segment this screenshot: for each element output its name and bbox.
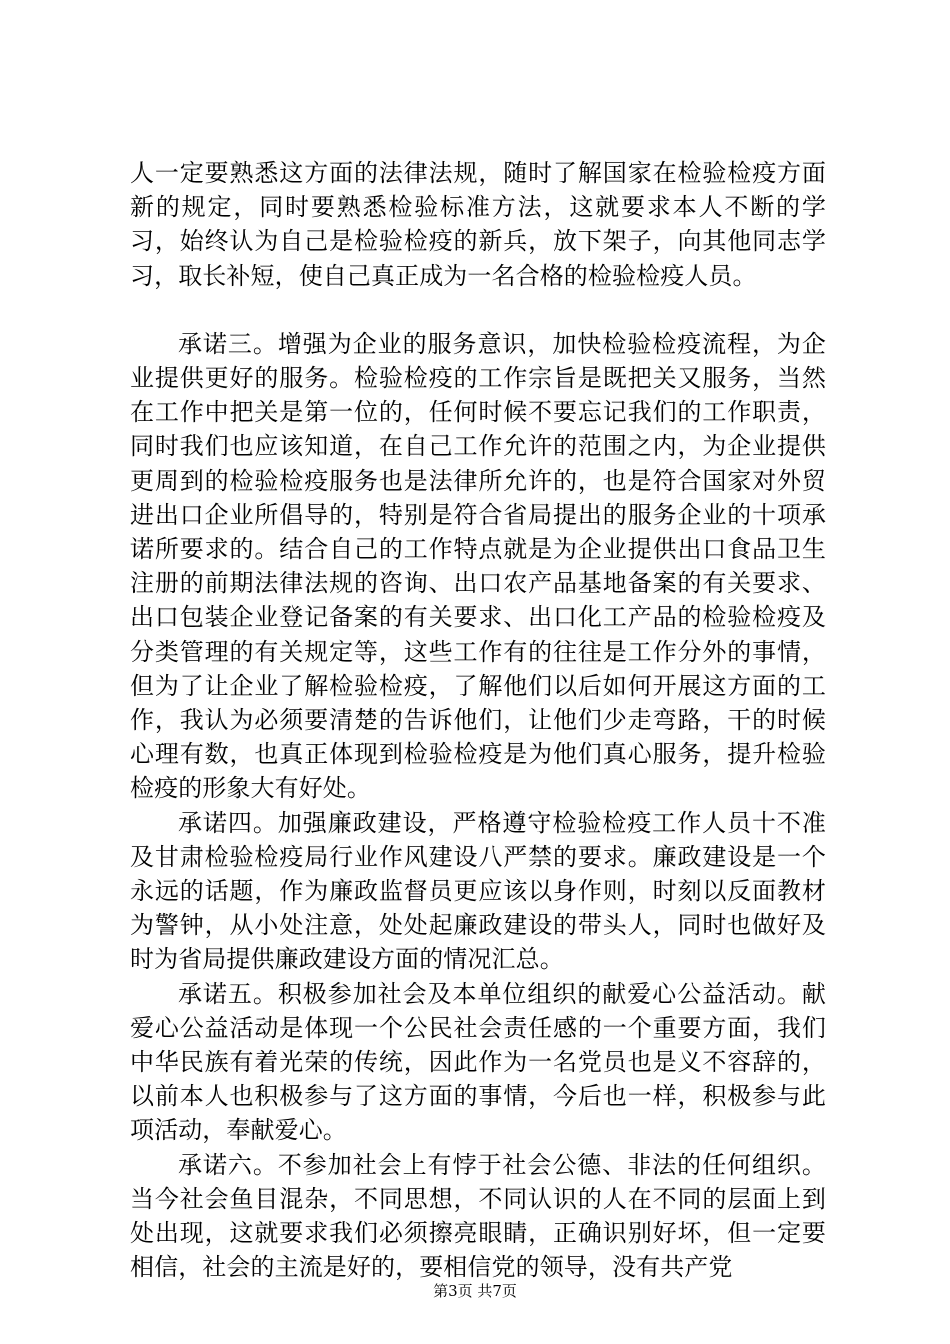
document-body bbox=[130, 156, 826, 1285]
paragraph-commitment-five: 承诺五。积极参加社会及本单位组织的献爱心公益活动。献爱心公益活动是体现一个公民社会责任感的一个重要方面，我们中华民族有着光荣的传统，因此作为一名党员也是义不容辞的，以前本人也积极参与了这方面的事情，今后也一样，积极参与此项活动，奉献爱心。 bbox=[130, 979, 826, 1145]
paragraph-commitment-three: 承诺三。增强为企业的服务意识，加快检验检疫流程，为企业提供更好的服务。检验检疫的工作宗旨是既把关又服务，当然在工作中把关是第一位的，任何时候不要忘记我们的工作职责，同时我们也应该知道，在自己工作允许的范围之内，为企业提供更周到的检验检疫服务也是法律所允许的，也是符合国家对外贸进出口企业所倡导的，特别是符合省局提出的服务企业的十项承诺所要求的。结合自己的工作特点就是为企业提供出口食品卫生注册的前期法律法规的咨询、出口农产品基地备案的有关要求、出口包装企业登记备案的有关要求、出口化工产品的检验检疫及分类管理的有关规定等，这些工作有的往往是工作分外的事情，但为了让企业了解检验检疫，了解他们以后如何开展这方面的工作，我认为必须要清楚的告诉他们，让他们少走弯路，干的时候心理有数，也真正体现到检验检疫是为他们真心服务，提升检验检疫的形象大有好处。 bbox=[130, 329, 826, 803]
paragraph-commitment-four: 承诺四。加强廉政建设，严格遵守检验检疫工作人员十不准及甘肃检验检疫局行业作风建设八严禁的要求。廉政建设是一个永远的话题，作为廉政监督员更应该以身作则，时刻以反面教材为警钟，从小处注意，处处起廉政建设的带头人，同时也做好及时为省局提供廉政建设方面的情况汇总。 bbox=[130, 808, 826, 974]
page-number-footer: 第3页 共7页 bbox=[433, 1282, 517, 1300]
paragraph-commitment-six: 承诺六。不参加社会上有悖于社会公德、非法的任何组织。当今社会鱼目混杂，不同思想，不同认识的人在不同的层面上到处出现，这就要求我们必须擦亮眼睛，正确识别好坏，但一定要相信，社会的主流是好的，要相信党的领导，没有共产党 bbox=[130, 1150, 826, 1282]
paragraph-continuation: 人一定要熟悉这方面的法律法规，随时了解国家在检验检疫方面新的规定，同时要熟悉检验标准方法，这就要求本人不断的学习，始终认为自己是检验检疫的新兵，放下架子，向其他同志学习，取长补短，使自己真正成为一名合格的检验检疫人员。 bbox=[130, 159, 826, 290]
